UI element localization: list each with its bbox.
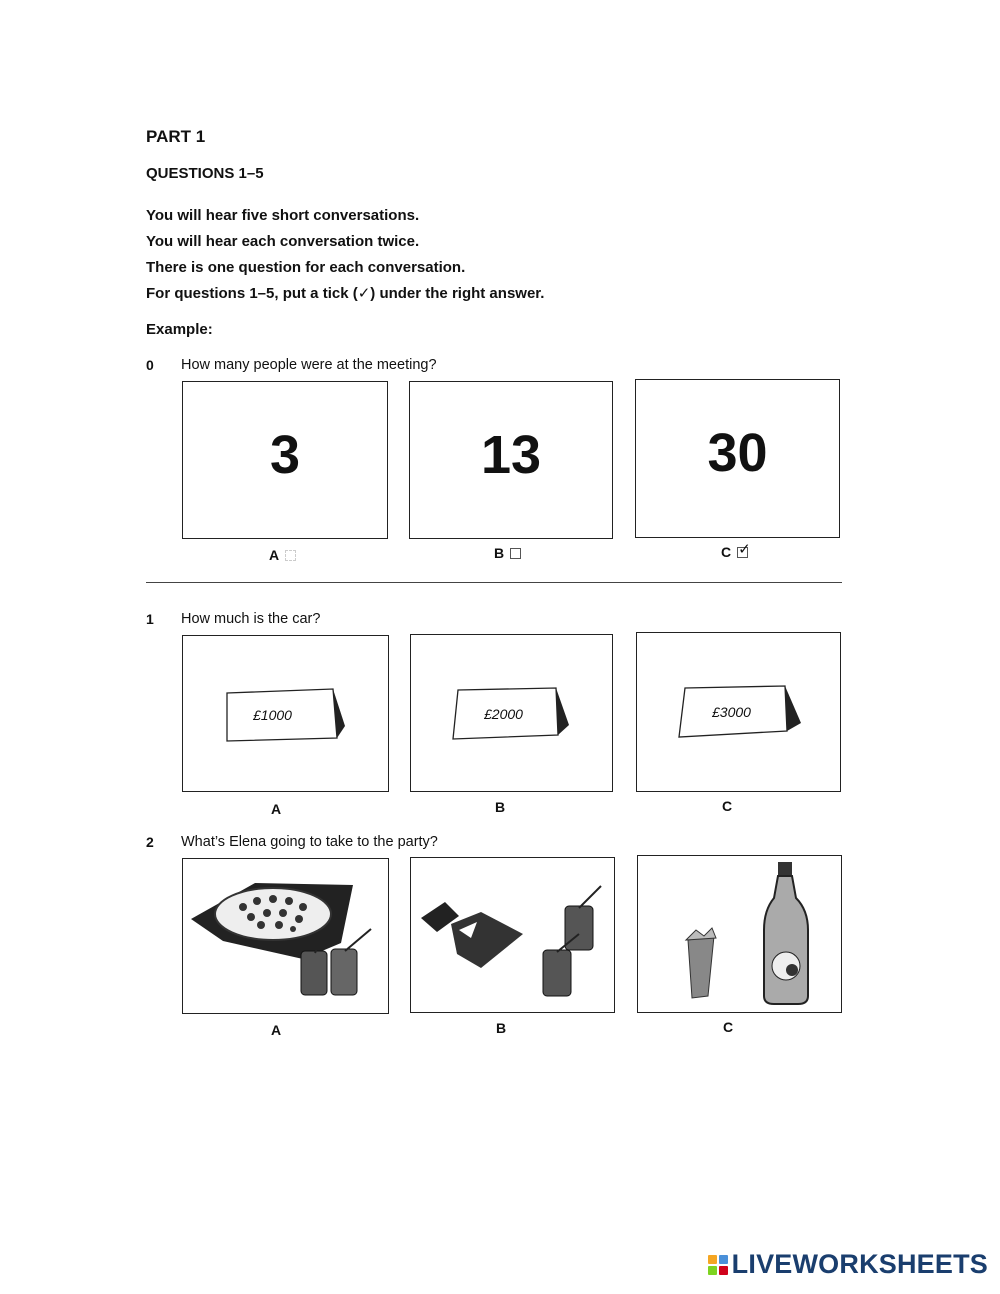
question-2-text: What’s Elena going to take to the party?	[181, 834, 438, 850]
option-label: A	[271, 801, 282, 817]
logo-square	[719, 1266, 728, 1275]
question-1-number: 1	[146, 611, 154, 627]
instruction-line: You will hear five short conversations.	[146, 207, 420, 224]
option-a-box[interactable]	[182, 635, 389, 792]
option-b-box[interactable]	[409, 381, 613, 539]
instruction-line: For questions 1–5, put a tick (✓) under the right answer.	[146, 285, 545, 302]
option-b-box[interactable]	[410, 634, 613, 792]
option-a-box[interactable]	[182, 858, 389, 1014]
divider	[146, 582, 842, 583]
option-label: B	[495, 799, 506, 815]
example-label: Example:	[146, 321, 213, 338]
option-label: C ✓	[721, 541, 751, 560]
option-label: C	[722, 798, 733, 814]
question-0-text: How many people were at the meeting?	[181, 357, 437, 373]
option-a-number: 3	[269, 425, 301, 485]
liveworksheets-logo	[708, 1249, 988, 1280]
price-text: £1000	[253, 707, 292, 723]
option-label: A	[269, 547, 296, 563]
part-title: PART 1	[146, 127, 206, 146]
tick-box[interactable]	[510, 548, 521, 559]
logo-mark-icon	[708, 1255, 728, 1275]
questions-range: QUESTIONS 1–5	[146, 165, 264, 182]
question-2-number: 2	[146, 834, 154, 850]
crisps-and-bottle-icon	[638, 856, 840, 1011]
option-c-number: 30	[707, 423, 768, 483]
price-text: £2000	[484, 706, 523, 722]
option-c-box[interactable]	[637, 855, 842, 1013]
instructions	[146, 203, 544, 307]
option-c-box[interactable]	[636, 632, 841, 792]
instruction-line: You will hear each conversation twice.	[146, 233, 420, 250]
option-label: B	[494, 545, 521, 561]
option-b-box[interactable]	[410, 857, 615, 1013]
option-label: A	[271, 1022, 282, 1038]
logo-square	[708, 1255, 717, 1264]
price-text: £3000	[712, 704, 751, 720]
question-0-number: 0	[146, 357, 154, 373]
option-label: B	[496, 1020, 507, 1036]
option-c-box[interactable]	[635, 379, 840, 538]
tick-box-checked[interactable]	[737, 541, 751, 558]
logo-square	[708, 1266, 717, 1275]
instruction-line: There is one question for each conversation.	[146, 259, 466, 276]
option-b-number: 13	[480, 425, 542, 485]
logo-square	[719, 1255, 728, 1264]
question-1-text: How much is the car?	[181, 611, 321, 627]
check-icon: ✓	[738, 541, 751, 558]
brand-name: LIVEWORKSHEETS	[731, 1249, 988, 1279]
tick-box[interactable]	[285, 550, 296, 561]
option-label: C	[723, 1019, 734, 1035]
pizza-and-cans-icon	[183, 859, 387, 1012]
chocolate-and-cans-icon	[411, 858, 613, 1011]
option-a-box[interactable]	[182, 381, 388, 539]
